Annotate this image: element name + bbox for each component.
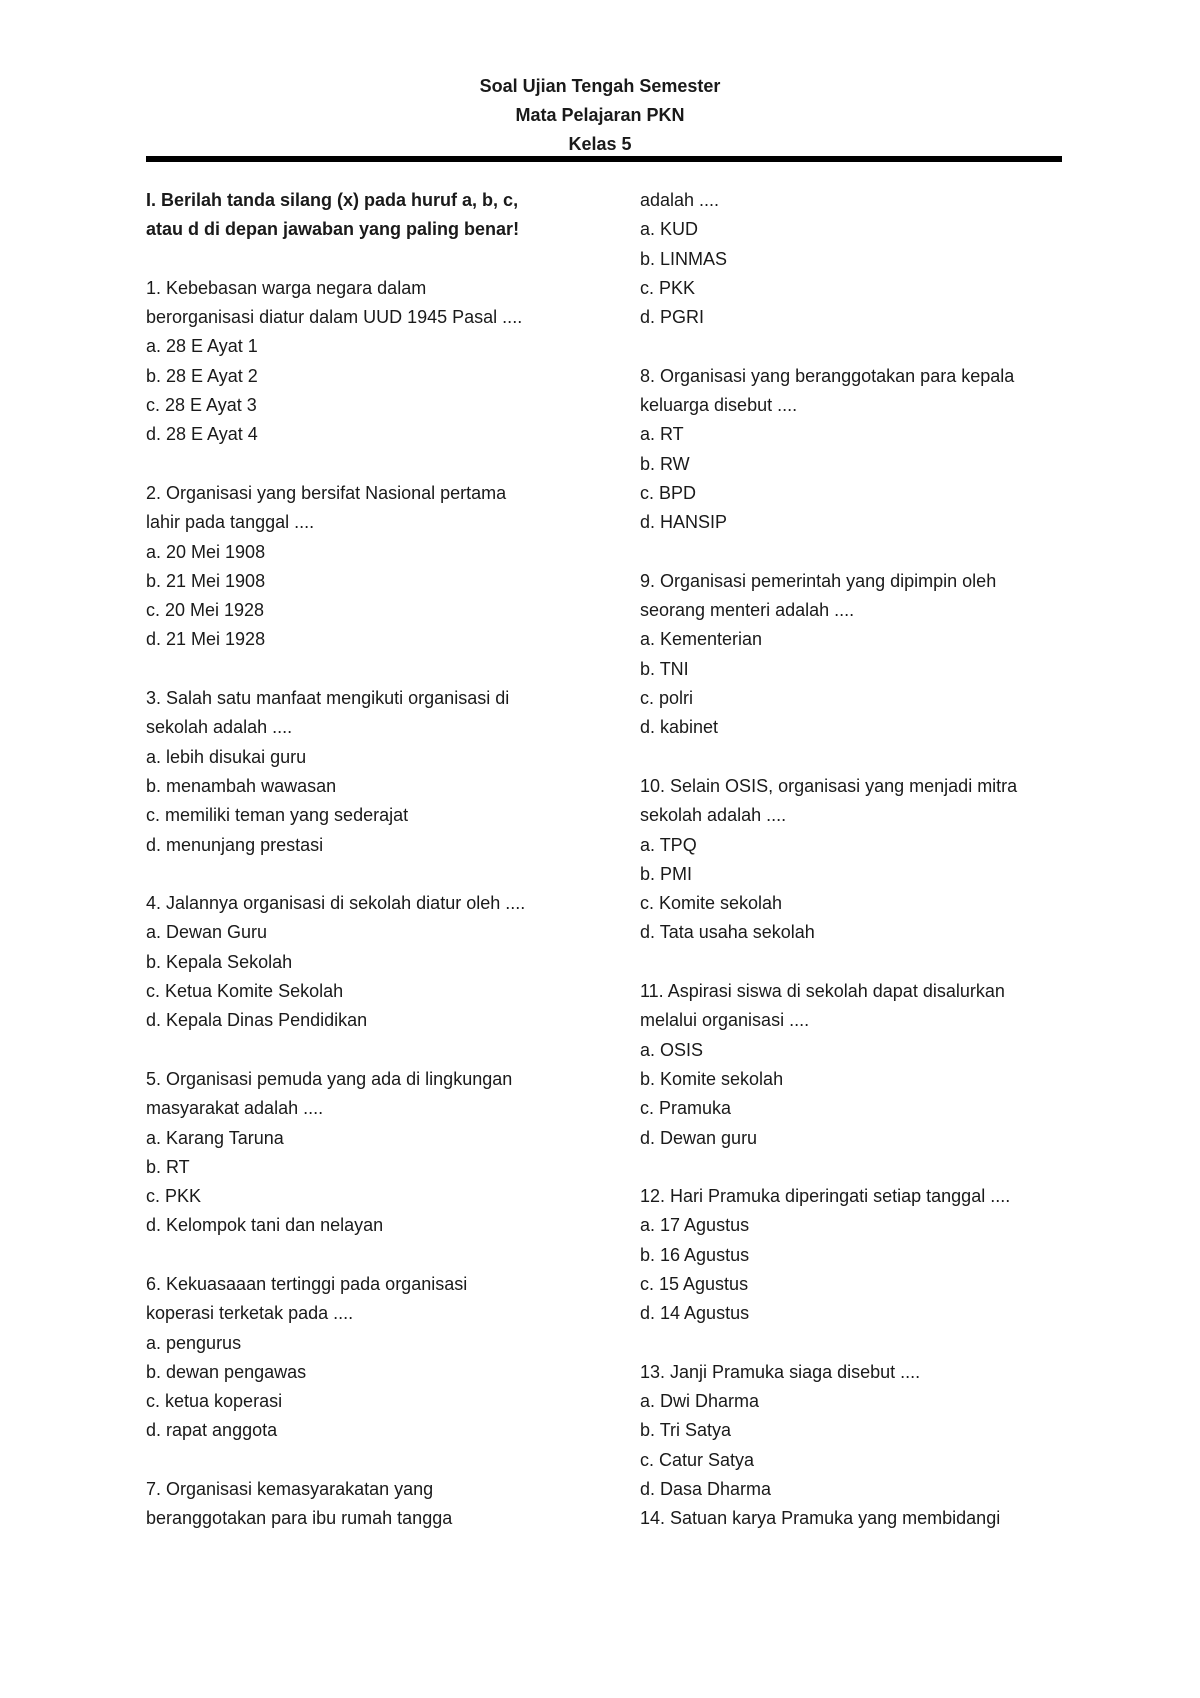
answer-option: c. Pramuka <box>640 1098 732 1119</box>
answer-option: d. Dasa Dharma <box>640 1479 772 1500</box>
subject-title: Mata Pelajaran PKN <box>515 105 685 125</box>
answer-option: a. Kementerian <box>640 629 763 650</box>
answer-option: b. 16 Agustus <box>640 1244 750 1265</box>
answer-option: a. Karang Taruna <box>146 1127 284 1148</box>
answer-option: a. pengurus <box>146 1332 242 1353</box>
answer-option: d. HANSIP <box>640 512 728 533</box>
answer-option: c. polri <box>640 688 694 709</box>
answer-option: d. menunjang prestasi <box>146 834 324 855</box>
answer-option: c. memiliki teman yang sederajat <box>146 805 409 826</box>
question-block <box>640 362 1070 538</box>
answer-option: c. Catur Satya <box>640 1449 755 1470</box>
question-text: sekolah adalah .... <box>640 805 787 826</box>
question-block <box>640 567 1070 743</box>
question-block <box>640 977 1070 1153</box>
answer-option: d. Kelompok tani dan nelayan <box>146 1215 384 1236</box>
answer-option: b. 21 Mei 1908 <box>146 570 266 591</box>
question-text: koperasi terketak pada .... <box>146 1303 354 1324</box>
question-text: sekolah adalah .... <box>146 717 293 738</box>
question-block <box>640 1182 1070 1328</box>
question-block <box>640 772 1070 948</box>
question-text: 8. Organisasi yang beranggotakan para kepala <box>640 365 1015 386</box>
question-text: 3. Salah satu manfaat mengikuti organisasi di <box>146 688 510 709</box>
answer-option: c. Ketua Komite Sekolah <box>146 981 344 1002</box>
question-text: berorganisasi diatur dalam UUD 1945 Pasal .... <box>146 307 523 328</box>
document-header <box>0 72 1200 159</box>
answer-option: a. 20 Mei 1908 <box>146 541 266 562</box>
answer-option: c. 20 Mei 1928 <box>146 600 265 621</box>
answer-option: d. kabinet <box>640 717 719 738</box>
answer-option: b. RT <box>146 1156 190 1177</box>
answer-option: a. KUD <box>640 219 699 240</box>
answer-option: c. BPD <box>640 482 697 503</box>
answer-option: a. 17 Agustus <box>640 1215 750 1236</box>
answer-option: d. PGRI <box>640 307 705 328</box>
answer-option: c. PKK <box>640 277 696 298</box>
class-title: Kelas 5 <box>568 134 632 154</box>
answer-option: d. Tata usaha sekolah <box>640 922 815 943</box>
answer-option: b. Komite sekolah <box>640 1068 784 1089</box>
question-text: 6. Kekuasaaan tertinggi pada organisasi <box>146 1273 468 1294</box>
question-text: 14. Satuan karya Pramuka yang membidangi <box>640 1508 1001 1529</box>
answer-option: a. 28 E Ayat 1 <box>146 336 258 357</box>
question-text: 5. Organisasi pemuda yang ada di lingkungan <box>146 1068 513 1089</box>
answer-option: c. 28 E Ayat 3 <box>146 395 257 416</box>
question-block <box>146 479 586 655</box>
answer-option: a. lebih disukai guru <box>146 746 307 767</box>
question-text: 7. Organisasi kemasyarakatan yang <box>146 1479 434 1500</box>
question-block <box>640 1358 1070 1504</box>
answer-option: b. LINMAS <box>640 248 728 269</box>
question-block <box>146 889 586 1035</box>
answer-option: c. Komite sekolah <box>640 893 783 914</box>
question-text: 12. Hari Pramuka diperingati setiap tanggal .... <box>640 1186 1011 1207</box>
answer-option: b. dewan pengawas <box>146 1361 307 1382</box>
question-block <box>146 1270 586 1446</box>
answer-option: d. 28 E Ayat 4 <box>146 424 258 445</box>
question-text: 1. Kebebasan warga negara dalam <box>146 277 427 298</box>
question-text: keluarga disebut .... <box>640 395 798 416</box>
question-block <box>640 1504 1070 1533</box>
instruction-line: atau d di depan jawaban yang paling benar! <box>146 219 520 240</box>
question-text: adalah .... <box>640 190 720 210</box>
answer-option: b. RW <box>640 453 690 474</box>
answer-option: b. 28 E Ayat 2 <box>146 365 258 386</box>
question-text: seorang menteri adalah .... <box>640 600 855 621</box>
question-block <box>146 684 586 860</box>
answer-option: a. TPQ <box>640 834 697 855</box>
question-block <box>146 1065 586 1241</box>
question-block <box>640 186 1070 332</box>
answer-option: c. ketua koperasi <box>146 1391 283 1412</box>
answer-option: d. rapat anggota <box>146 1420 278 1441</box>
instruction <box>146 186 586 245</box>
answer-option: b. TNI <box>640 658 689 679</box>
question-text: 13. Janji Pramuka siaga disebut .... <box>640 1361 921 1382</box>
header-divider <box>146 156 1062 162</box>
answer-option: c. 15 Agustus <box>640 1273 749 1294</box>
exam-title: Soal Ujian Tengah Semester <box>479 76 721 96</box>
answer-option: d. 21 Mei 1928 <box>146 629 266 650</box>
answer-option: c. PKK <box>146 1186 202 1207</box>
answer-option: a. RT <box>640 424 684 445</box>
answer-option: a. OSIS <box>640 1039 704 1060</box>
right-column <box>640 186 1070 1534</box>
question-block <box>146 1475 586 1534</box>
answer-option: b. Tri Satya <box>640 1420 732 1441</box>
answer-option: a. Dwi Dharma <box>640 1391 760 1412</box>
question-text: lahir pada tanggal .... <box>146 512 315 533</box>
answer-option: d. 14 Agustus <box>640 1303 750 1324</box>
question-block <box>146 274 586 450</box>
answer-option: b. menambah wawasan <box>146 775 337 796</box>
question-text: 9. Organisasi pemerintah yang dipimpin oleh <box>640 570 997 591</box>
answer-option: a. Dewan Guru <box>146 922 268 943</box>
answer-option: d. Dewan guru <box>640 1127 758 1148</box>
question-text: 2. Organisasi yang bersifat Nasional pertama <box>146 482 507 503</box>
question-text: 4. Jalannya organisasi di sekolah diatur oleh .... <box>146 893 526 914</box>
answer-option: d. Kepala Dinas Pendidikan <box>146 1010 368 1031</box>
left-column <box>146 186 586 1534</box>
question-text: masyarakat adalah .... <box>146 1098 324 1119</box>
answer-option: b. PMI <box>640 863 693 884</box>
answer-option: b. Kepala Sekolah <box>146 951 293 972</box>
question-text: melalui organisasi .... <box>640 1010 810 1031</box>
question-text: 10. Selain OSIS, organisasi yang menjadi mitra <box>640 775 1018 796</box>
question-text: 11. Aspirasi siswa di sekolah dapat disalurkan <box>640 981 1005 1002</box>
instruction-line: I. Berilah tanda silang (x) pada huruf a, b, c, <box>146 190 519 210</box>
question-text: beranggotakan para ibu rumah tangga <box>146 1508 453 1529</box>
